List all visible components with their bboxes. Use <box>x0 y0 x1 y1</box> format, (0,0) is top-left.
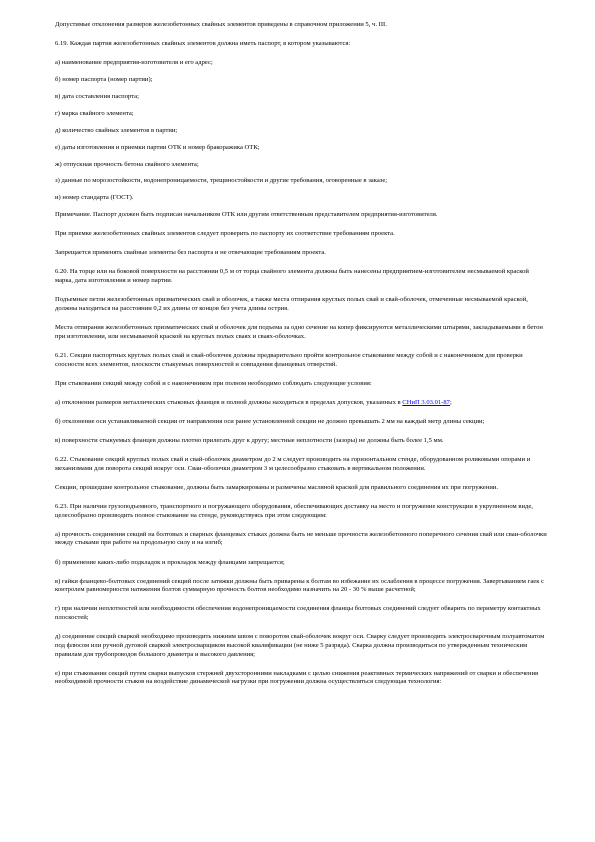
link-trailing-text: ; <box>449 398 452 406</box>
document-paragraph: 6.21. Секции паспортных круглых полых свай и свай-оболочек должны предварительно пройти контрольное стыкование между собой и с наконечником для проверки соосности всех элементов, плоскости стыкуемых поверхностей и совпадения фланцевых отверстий. <box>55 351 523 368</box>
document-paragraph: б) применение каких-либо подкладок и прокладок между фланцами запрещается; <box>55 558 285 566</box>
document-paragraph: При приемке железобетонных свайных элементов следует проверить по паспорту их соответствие требованиям проекта. <box>55 230 395 238</box>
document-paragraph: е) при стыковании секций путем сварки выпусков стержней двухсторонними накладками с целью снижения реактивных термических напряжений от сварки и обеспечения необходимой прочности стыков на воздействие динамической нагрузки при погружении должна осуществляться следующая технология: <box>55 669 539 686</box>
document-paragraph: Допустимые отклонения размеров железобетонных свайных элементов приведены в справочном приложении 5, ч. III. <box>55 21 387 28</box>
document-paragraph: Примечание. Паспорт должен быть подписан начальником ОТК или другим ответственным представителем предприятия-изготовителя. <box>55 211 438 219</box>
document-paragraph: е) даты изготовления и приемки партии ОТК и номер бракоражика ОТК; <box>55 143 260 151</box>
document-paragraph: в) поверхности стыкуемых фланцев должны плотно прилегать друг к другу; местные неплотности (зазоры) не должны быть более 1,5 мм. <box>55 436 444 444</box>
document-paragraph: и) номер стандарта (ГОСТ). <box>55 194 134 202</box>
document-paragraph: а) прочность соединения секций на болтовых и сварных фланцевых стыках должна быть не меньше прочности железобетонного поперечного сечения свай или сваи-оболочки между стыками при работе на продольную силу и на изгиб; <box>55 530 547 547</box>
snip-reference-link[interactable]: СНиП 3.03.01-87 <box>402 398 450 406</box>
document-paragraph: При стыковании секций между собой и с наконечником при полном необходимо соблюдать следующие условия: <box>55 379 372 387</box>
document-paragraph: Подъемные петли железобетонных призматических свай и оболочек, а также места отпирания круглых полых свай и свай-оболочек, отмеченные несмываемой краской, должны находиться на расстоянии 0,2 их длины от концов без учета длины острия. <box>55 296 528 312</box>
document-paragraph: б) номер паспорта (номер партии); <box>55 76 153 84</box>
document-paragraph: з) данные по морозостойкости, водонепроницаемости, трещиностойкости и другие требования, оговоренные в заказе; <box>55 177 388 185</box>
document-paragraph: в) гайки фланцево-болтовых соединений секций после затяжки должны быть приварены к болтам во избежание их ослабления в процессе погружения. Завертыванием гаек с контролем равномерности натяжения болтов суммарную прочность болтов необходимо назначить на 20 - 30 % выше расчетной; <box>55 577 544 594</box>
document-paragraph: д) количество свайных элементов в партии; <box>55 126 178 134</box>
document-paragraph: 6.22. Стыкование секций круглых полых свай и свай-оболочек диаметром до 2 м следует производить на горизонтальном стенде, оборудованном роликовыми опорами и механизмами для поворота секций вокруг оси. Сваи-оболочки диаметром 3 м целесообразно стыковать в вертикальном положении. <box>55 456 531 472</box>
document-paragraph: б) отклонение оси устанавливаемой секции от направления оси ранее установленной секции не должно превышать 2 мм на каждый метр длины секции; <box>55 417 485 425</box>
document-paragraph: а) наименование предприятия-изготовителя и его адрес; <box>55 59 213 67</box>
document-paragraph: д) соединение секций сваркой необходимо производить нижним швом с поворотом свай-оболочек вокруг оси. Сварку следует производить электросварочным полуавтоматом под флюсом или ручной дуговой сваркой электросварщиком высокой квалификации (не ниже 5 разряда). Сварка должна производиться по утвержденным техническим правилам для трубопроводов большого диаметра и высокого давления; <box>55 633 545 658</box>
document-paragraph: 6.23. При наличии грузоподъемного, транспортного и погружающего оборудования, обеспечивающих доставку на место и погружение конструкции в укрупненном виде, целесообразно производить полное стыкование на стенде, руководствуясь при этом следующим: <box>55 502 533 519</box>
document-paragraph: г) марка свайного элемента; <box>55 109 134 117</box>
document-paragraph: ж) отпускная прочность бетона свайного элемента; <box>55 160 199 168</box>
document-paragraph: Запрещается применять свайные элементы без паспорта и не отвечающие требованиям проекта. <box>55 249 326 257</box>
document-paragraph: г) при наличии неплотностей или необходимости обеспечения водонепроницаемости соединения фланцы болтовых соединений следует обварить по периметру контактных плоскостей; <box>55 605 541 622</box>
document-paragraph: 6.19. Каждая партия железобетонных свайных элементов должна иметь паспорт, в котором указываются: <box>55 40 351 48</box>
document-paragraph: Секции, прошедшие контрольное стыкование, должны быть замаркированы и размечены масляной краской для правильного соединения их при погружении. <box>55 483 499 491</box>
document-paragraph: Места отпирания железобетонных призматических свай и оболочек для подъема за одно сечение на копер фиксируются металлическими штырями, закладываемыми в бетон при изготовлении, или несмываемой краской на круглых полых сваях и сваях-оболочках. <box>55 324 543 340</box>
document-paragraph: а) отклонения размеров металлических стыковых фланцев и полной должны находиться в пределах допусков, указанных в СНиП 3.03.01-87; <box>55 398 452 406</box>
document-body <box>55 21 547 698</box>
document-paragraph: в) дата составления паспорта; <box>55 92 139 100</box>
document-paragraph: 6.20. На торце или на боковой поверхности на расстоянии 0,5 м от торца свайного элемента должны быть нанесены предприятием-изготовителем несмываемой краской марка, дата изготовления и номер партии. <box>55 268 529 285</box>
